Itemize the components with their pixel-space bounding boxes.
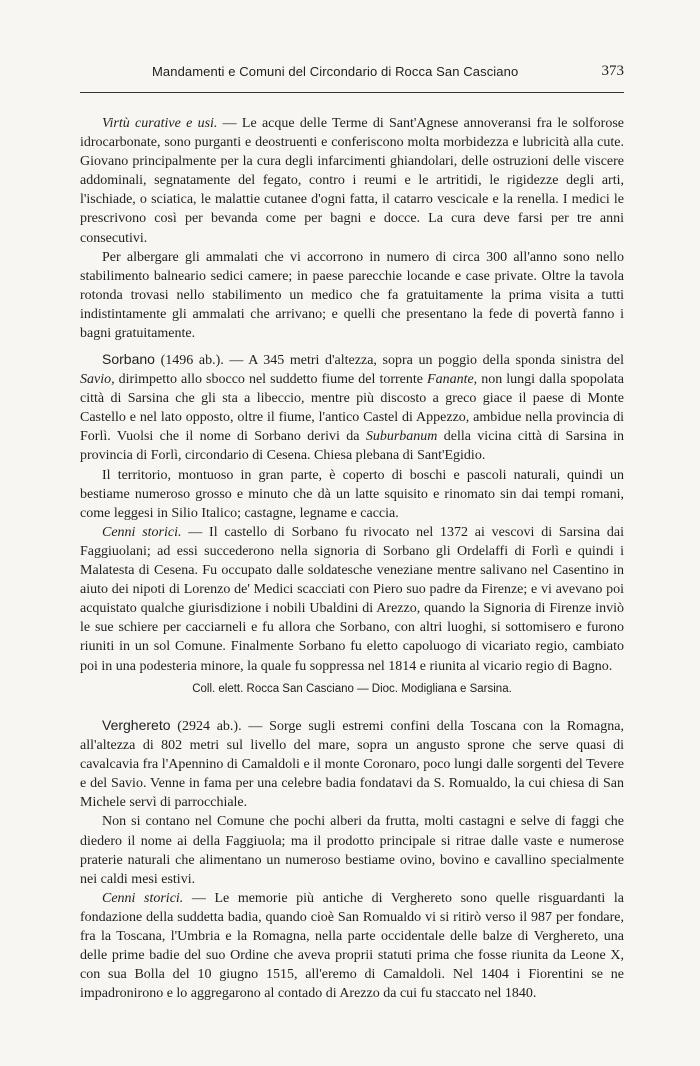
terme-paragraph-1 [80,114,624,248]
verghereto-heading: Verghereto [102,717,171,733]
sorbano-paragraph-2: Il territorio, montuoso in gran parte, è coperto di boschi e pascoli naturali, quindi un bestiame numeroso grosso e minuto che dà un latte squisito e rinomato sin dai tempi romani, come leggesi in Silio Italico; castagne, legname e caccia. [80,467,624,521]
sorbano-text-d: della vicina città di Sarsina in provincia di Forlì, circondario di Cesena. Chiesa plebana di Sant'Egidio. [80,429,624,464]
header-rule [80,92,624,93]
sorbano-collegio: Coll. elett. Rocca San Casciano — Dioc. Modigliana e Sarsina. [192,682,512,695]
sorbano-heading: Sorbano [102,351,155,367]
verghereto-history-heading: Cenni storici. [102,890,184,906]
terme-heading: Virtù curative e usi. [102,116,218,131]
page-number: 373 [601,63,624,79]
terme-text-1: — Le acque delle Terme di Sant'Agnese annoveransi fra le solforose idrocarbonate, sono purganti e deostruenti e conferiscono molta morbidezza e lubricità alla cute. Giovano principalmente per la cura degli infarcimenti ghiandolari, delle ostruzioni delle viscere addominali, segnatamente del fegato, contro i reumi e le artritidi, le rigidezze degli arti, l'ischiade, o sciatica, le malattie cutanee d'ogni fatta, il catarro vescicale e la renella. I medici le prescrivono così per bevanda come per bagni e docce. La cura deve farsi per tre anni consecutivi. [80,116,624,246]
verghereto-paragraph-3 [80,889,624,1004]
sorbano-history-text: — Il castello di Sorbano fu rivocato nel 1372 ai vescovi di Sarsina dai Faggiuolani; ad essi succederono nella signoria di Sorbano gli Ordelaffi di Forlì e quindi i Malatesta di Cesena. Fu occupato dalle soldatesche veneziane mentre salivano nel Casentino in aiuto dei nipoti di Lorenzo de' Medici scacciati con Piero suo padre da Firenze; e vi avevano poi acquistato qualche giurisdizione i nobili Ubaldini di Arezzo, quando la Signoria di Firenze inviò le sue schiere per cacciarneli e fu allora che Sorbano, con altri luoghi, si sottomisero e furono riuniti in un sol Comune. Finalmente Sorbano fu eletto capoluogo di vicariato regio, cambiato poi in una podesteria minore, la quale fu soppressa nel 1814 e riunita al vicario regio di Bagno. [80,524,624,674]
sorbano-suburbanum: Suburbanum [365,429,438,445]
sorbano-section [80,350,624,709]
sorbano-paragraph-1 [80,350,624,466]
sorbano-text-c: non lungi dalla spopolata città di Sarsina che gli sta a libeccio, mentre più discosto a greco giace il paese di Monte Castello e nel lato opposto, oltre il fiume, l'antico Castel di Appezzo, ambidue nella provincia di Forlì. Vuolsi che il nome di Sorbano derivi da [80,372,624,445]
verghereto-history-text: — Le memorie più antiche di Verghereto sono quelle risguardanti la fondazione della suddetta badia, quando cioè San Romualdo vi si ritirò verso il 987 per fondare, fra la Toscana, l'Umbria e la Romagna, nella parte occidentale delle balze di Verghereto, una delle prime badie del suo Ordine che aveva proprii statuti prima che fosse riunita da Leone X, con sua Bolla del 10 giugno 1515, all'eremo di Camaldoli. Nel 1404 i Fiorentini se ne impadronirono e lo aggregarono al contado di Arezzo da cui fu staccato nel 1840. [80,890,624,1002]
verghereto-text-1: (2924 ab.). — Sorge sugli estremi confini della Toscana con la Romagna, all'altezza di 802 metri sul livello del mare, sopra un angusto sprone che serve quasi di cavalcavia fra l'Apennino di Camaldoli e il monte Coronaro, poco lungi dalle sorgenti del Tevere e del Savio. Venne in fama per una celebre badia fondatavi da S. Romualdo, la cui chiesa di San Michele servì di parrocchiale. [80,719,624,811]
sorbano-river-1: Savio, [80,372,115,388]
sorbano-river-2: Fanante, [427,372,478,388]
sorbano-text-b: dirimpetto allo sbocco nel suddetto fiume del torrente [114,372,428,388]
verghereto-section [80,716,624,1003]
verghereto-paragraph-1 [80,716,624,812]
terme-paragraph-2: Per albergare gli ammalati che vi accorrono in numero di circa 300 all'anno sono nello stabilimento balneario sedici camere; in paese parecchie locande e case private. Oltre la tavola rotonda trovasi nello stabilimento un medico che fa gratuitamente la prima visita a tutti indistintamente gli ammalati che arrivano; e quelli che presentano la fede di povertà fanno i bagni gratuitamente. [80,249,624,342]
sorbano-paragraph-3 [80,523,624,676]
verghereto-paragraph-2: Non si contano nel Comune che pochi alberi da frutta, molti castagni e selve di faggi che diedero il nome ai della Faggiuola; ma il prodotto principale si ritrae dalle vaste e numerose praterie naturali che alimentano un numeroso bestiame ovino, bovino e cavallino specialmente nei caldi mesi estivi. [80,814,624,887]
running-header [80,64,624,84]
terme-section [80,114,624,343]
sorbano-text-a: (1496 ab.). — A 345 metri d'altezza, sopra un poggio della sponda sinistra del [154,353,624,368]
header-title: Mandamenti e Comuni del Circondario di Rocca San Casciano [152,64,519,79]
sorbano-history-heading: Cenni storici. [102,524,182,540]
